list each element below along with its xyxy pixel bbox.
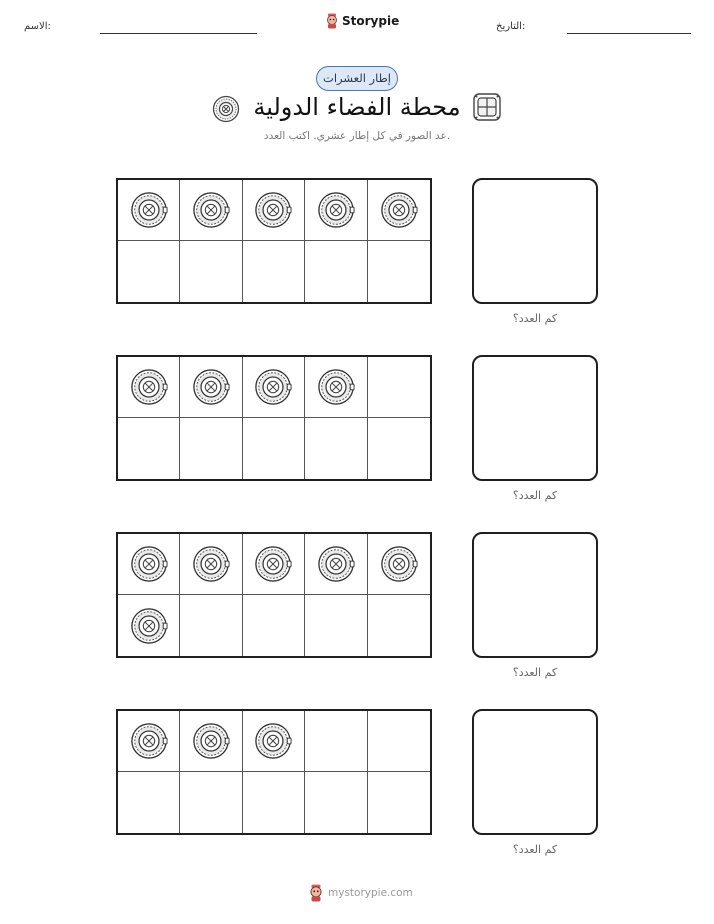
porthole-icon [254,368,292,406]
porthole-icon [254,545,292,583]
porthole-icon [254,722,292,760]
ten-frame-cell [118,418,180,479]
porthole-icon [317,368,355,406]
ten-frame-cell [305,534,367,595]
ten-frame-cell [118,711,180,772]
ten-frame-cell [180,595,242,656]
date-label: التاريخ: [496,21,526,32]
ten-frame-cell [368,357,430,418]
ten-frame [116,532,432,658]
ten-frame-cell [180,534,242,595]
ten-frame-cell [368,711,430,772]
answer-box[interactable] [472,709,598,835]
brand-logo [325,13,399,29]
ten-frame-cell [118,357,180,418]
ten-frame-cell [305,772,367,833]
porthole-icon [317,191,355,229]
ten-frame-cell [243,357,305,418]
ten-frame [116,355,432,481]
ten-frame-cell [368,595,430,656]
question-label: كم العدد؟ [512,312,558,325]
ten-frame-cell [305,595,367,656]
ten-frame-cell [305,418,367,479]
question-label: كم العدد؟ [512,843,558,856]
porthole-icon [130,191,168,229]
porthole-icon [130,607,168,645]
porthole-icon [317,545,355,583]
ten-frame-cell [243,180,305,241]
question-label: كم العدد؟ [512,666,558,679]
ten-frame-cell [305,180,367,241]
ten-frame-cell [305,241,367,302]
ten-frame-cell [180,241,242,302]
space-station-window-icon [472,92,502,122]
ten-frame-cell [305,357,367,418]
ten-frame-cell [118,534,180,595]
answer-box[interactable] [472,355,598,481]
ten-frame-cell [305,711,367,772]
footer [308,884,413,902]
porthole-icon [130,368,168,406]
porthole-icon [130,722,168,760]
ten-frame-cell [368,534,430,595]
ten-frame [116,709,432,835]
porthole-icon [380,191,418,229]
question-label: كم العدد؟ [512,489,558,502]
ten-frame-cell [243,772,305,833]
porthole-icon [380,545,418,583]
porthole-icon [130,545,168,583]
ten-frame-cell [243,418,305,479]
ten-frame-cell [243,711,305,772]
ten-frame-cell [243,595,305,656]
ten-frame-cell [180,180,242,241]
ten-frame-cell [118,241,180,302]
ten-frame-cell [118,772,180,833]
ten-frame-cell [368,241,430,302]
answer-box[interactable] [472,532,598,658]
ten-frame-cell [368,418,430,479]
porthole-icon [192,545,230,583]
ten-frame-cell [243,534,305,595]
ten-frame-cell [180,418,242,479]
answer-box[interactable] [472,178,598,304]
porthole-icon [192,368,230,406]
storypie-mascot-icon [325,13,339,29]
porthole-icon [254,191,292,229]
ten-frame [116,178,432,304]
ten-frame-cell [118,180,180,241]
name-line[interactable] [100,33,257,34]
worksheet-type-badge: إطار العشرات [316,66,398,91]
porthole-icon [192,722,230,760]
name-label: الاسم: [24,21,51,32]
page-title: محطة الفضاء الدولية [253,93,461,121]
brand-name: Storypie [342,14,400,28]
ten-frame-cell [180,772,242,833]
ten-frame-cell [368,772,430,833]
ten-frame-cell [180,357,242,418]
ten-frame-cell [243,241,305,302]
ten-frame-cell [118,595,180,656]
footer-url: mystorypie.com [328,887,413,899]
ten-frame-cell [368,180,430,241]
date-line[interactable] [567,33,691,34]
porthole-icon [192,191,230,229]
storypie-mascot-icon [308,884,324,902]
ten-frame-cell [180,711,242,772]
instructions: عد الصور في كل إطار عشري. اكتب العدد. [263,130,451,142]
